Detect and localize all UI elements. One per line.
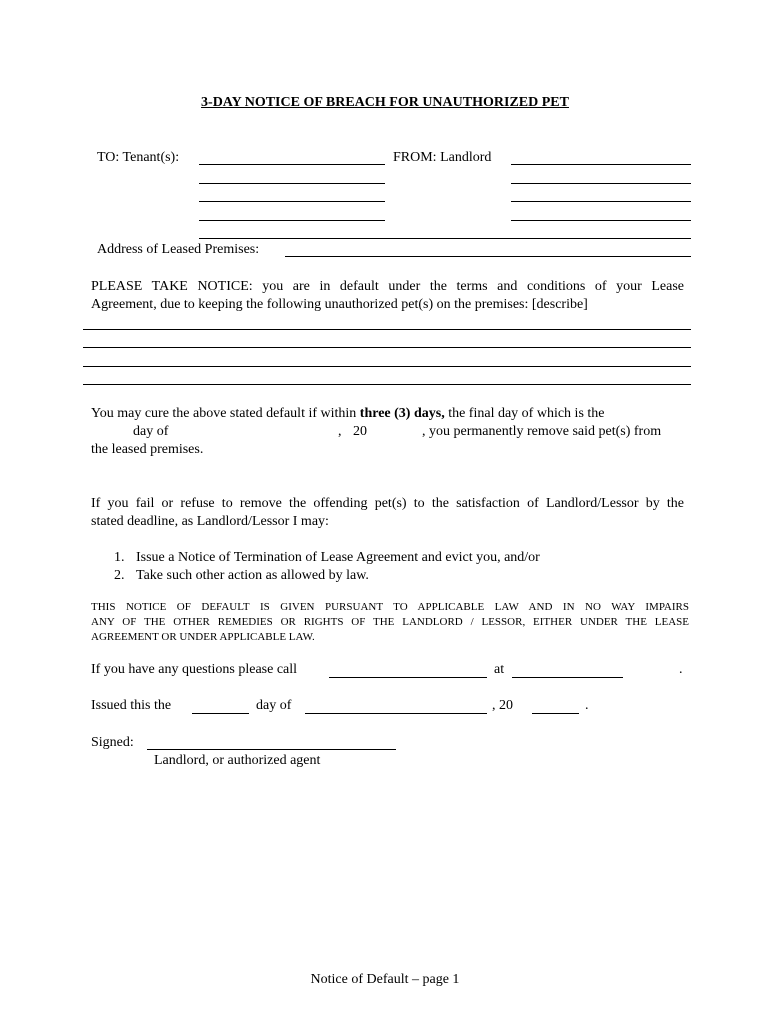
landlord-line-3[interactable] bbox=[511, 201, 691, 202]
page-footer: Notice of Default – page 1 bbox=[310, 972, 460, 987]
issued-day-line[interactable] bbox=[192, 713, 249, 714]
landlord-line-2[interactable] bbox=[511, 183, 691, 184]
signature-line[interactable] bbox=[147, 749, 396, 750]
issued-comma-year: , 20 bbox=[492, 698, 513, 713]
signature-caption: Landlord, or authorized agent bbox=[154, 753, 321, 768]
option-2-text: Take such other action as allowed by law. bbox=[136, 568, 369, 583]
landlord-line-1[interactable] bbox=[511, 164, 691, 165]
landlord-line-4[interactable] bbox=[511, 220, 691, 221]
cure-text-pre: You may cure the above stated default if within bbox=[91, 406, 360, 421]
notice-line-2: Agreement, due to keeping the following unauthorized pet(s) on the premises: [describe] bbox=[91, 297, 588, 312]
cure-comma: , bbox=[338, 424, 342, 439]
disclaimer-line-3: AGREEMENT OR UNDER APPLICABLE LAW. bbox=[91, 631, 315, 643]
option-2-number: 2. bbox=[114, 568, 125, 583]
pet-description-line-2[interactable] bbox=[83, 347, 691, 348]
to-tenant-label: TO: Tenant(s): bbox=[97, 150, 180, 165]
cure-remove-text: , you permanently remove said pet(s) from bbox=[422, 424, 662, 439]
questions-label: If you have any questions please call bbox=[91, 662, 298, 677]
questions-at: at bbox=[494, 662, 505, 677]
phone-line[interactable] bbox=[329, 677, 487, 678]
pet-description-line-4[interactable] bbox=[83, 384, 691, 385]
tenant-line-3[interactable] bbox=[199, 201, 385, 202]
cure-year-prefix: 20 bbox=[353, 424, 367, 439]
issued-year-line[interactable] bbox=[532, 713, 579, 714]
tenant-line-4[interactable] bbox=[199, 220, 385, 221]
notice-line-1: PLEASE TAKE NOTICE: you are in default under the terms and conditions of your Lease bbox=[91, 279, 684, 294]
issued-period: . bbox=[585, 698, 589, 713]
issued-day-of: day of bbox=[256, 698, 292, 713]
cure-three-days: three (3) days, bbox=[359, 406, 445, 421]
pet-description-line-1[interactable] bbox=[83, 329, 691, 330]
tenant-line-1[interactable] bbox=[199, 164, 385, 165]
disclaimer-line-1: THIS NOTICE OF DEFAULT IS GIVEN PURSUANT TO APPLICABLE LAW AND IN NO WAY IMPAIRS bbox=[91, 601, 689, 613]
disclaimer-line-2: ANY OF THE OTHER REMEDIES OR RIGHTS OF THE LANDLORD / LESSOR, EITHER UNDER THE LEASE bbox=[91, 616, 689, 628]
document-title: 3-DAY NOTICE OF BREACH FOR UNAUTHORIZED PET bbox=[201, 95, 569, 110]
cure-line-3: the leased premises. bbox=[91, 442, 204, 457]
questions-period: . bbox=[679, 662, 683, 677]
cure-day-of: day of bbox=[133, 424, 169, 439]
issued-label: Issued this the bbox=[91, 698, 172, 713]
signed-label: Signed: bbox=[91, 735, 134, 750]
option-1-text: Issue a Notice of Termination of Lease Agreement and evict you, and/or bbox=[136, 550, 540, 565]
combined-line[interactable] bbox=[199, 238, 691, 239]
contact-line[interactable] bbox=[512, 677, 623, 678]
cure-line-1 bbox=[91, 405, 605, 423]
option-1-number: 1. bbox=[114, 550, 125, 565]
from-landlord-label: FROM: Landlord bbox=[393, 150, 492, 165]
fail-line-1: If you fail or refuse to remove the offending pet(s) to the satisfaction of Landlord/Lessor by the bbox=[91, 496, 684, 511]
disclaimer bbox=[91, 600, 689, 645]
address-label: Address of Leased Premises: bbox=[97, 242, 260, 257]
tenant-line-2[interactable] bbox=[199, 183, 385, 184]
fail-line-2: stated deadline, as Landlord/Lessor I may: bbox=[91, 514, 329, 529]
cure-text-post: the final day of which is the bbox=[444, 406, 605, 421]
address-line[interactable] bbox=[285, 256, 691, 257]
pet-description-line-3[interactable] bbox=[83, 366, 691, 367]
issued-month-line[interactable] bbox=[305, 713, 487, 714]
